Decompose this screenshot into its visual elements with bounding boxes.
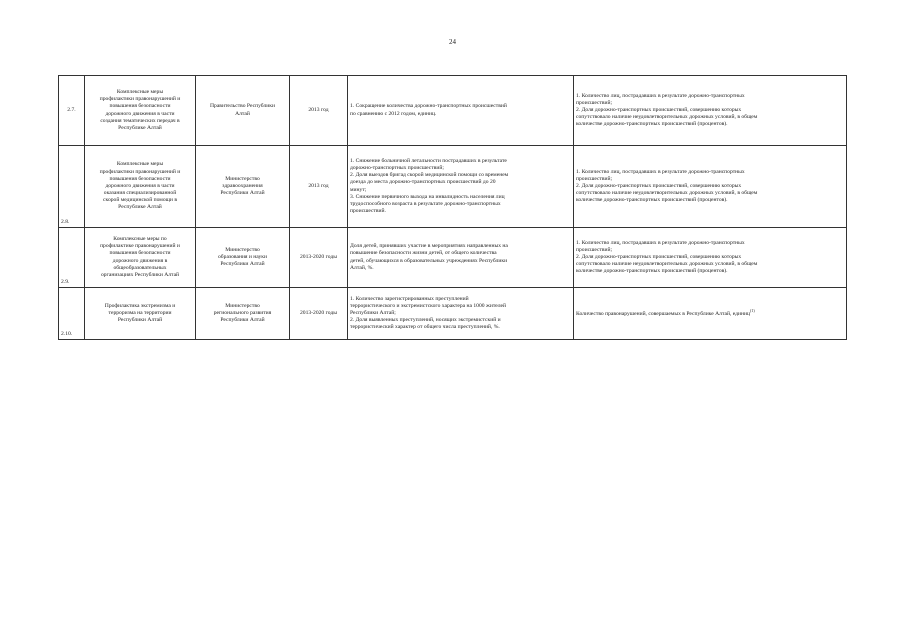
row-number: 2.8. [59, 146, 85, 228]
executor-line: Республики Алтай [220, 190, 265, 197]
indicators [574, 228, 847, 288]
table-row [59, 228, 847, 288]
measure-name [85, 146, 196, 228]
measure-name [85, 76, 196, 146]
executor-line: Министерство [225, 175, 260, 182]
executor [196, 228, 290, 288]
goals-line: детей, обучающихся в образовательных учреждениях Республики [350, 257, 508, 264]
measure-name-line: Комплексные меры [116, 89, 164, 96]
executor-line: здравоохранения [222, 182, 263, 189]
measure-name-line: дорожного движения в [112, 257, 168, 264]
measure-name-line: Республике Алтай [118, 124, 162, 131]
table-row [59, 288, 847, 340]
goals [348, 76, 574, 146]
measure-name-line: Профилактика экстремизма и [104, 302, 176, 309]
measure-name [85, 288, 196, 340]
executor-line: Правительство Республики [209, 103, 275, 110]
indicators-line: количестве дорожно-транспортных происшествий (процентов). [576, 197, 728, 204]
goals [348, 228, 574, 288]
measure-name-line: повышения безопасности [109, 175, 171, 182]
indicators [574, 76, 847, 146]
measure-name-line: скорой медицинской помощи в [103, 197, 177, 204]
goals-line: террористического и экстремистского характера на 1000 жителей [350, 302, 507, 309]
goals-line: Доля детей, принявших участие в мероприятиях направленных на [350, 243, 508, 250]
executor-line: Министерство [225, 246, 260, 253]
measure-name-line: повышения безопасности [109, 250, 171, 257]
measure-name-line: Республики Алтай [117, 317, 163, 324]
executor-line: образования и науки [218, 253, 267, 260]
goals-line: трудоспособного возраста в результате дорожно-транспортных [350, 200, 501, 207]
indicators-line: происшествий; [576, 99, 613, 106]
measure-name-line: терроризма на территории [108, 309, 172, 316]
indicators-line: 2. Доля дорожно-транспортных происшествий, совершению которых [576, 253, 742, 260]
measure-name-line: дорожного движения в части [105, 110, 175, 117]
goals-line: повышение безопасности жизни детей, от общего количества [350, 250, 497, 257]
indicators [574, 288, 847, 340]
executor-line: Министерство [225, 302, 260, 309]
goals [348, 288, 574, 340]
goals-line: по сравнению с 2012 годом, единиц. [350, 110, 437, 117]
indicators-line: сопутствовало наличие неудовлетворительных дорожных условий, в общем [576, 190, 758, 197]
goals [348, 146, 574, 228]
indicators-line: количестве дорожно-транспортных происшествий (процентов). [576, 121, 728, 128]
executor-line: Республики Алтай [220, 261, 265, 268]
row-number: 2.7. [59, 76, 85, 146]
goals-line: минут; [350, 186, 367, 193]
measure-name-line: общеобразовательных [113, 264, 167, 271]
indicators-line: происшествий; [576, 175, 613, 182]
measure-name-line: дорожного движения в части [105, 182, 175, 189]
executor-line: регионального развития [213, 309, 272, 316]
measure-name-line: Комплексные меры по [113, 236, 167, 243]
goals-line: Алтай, %. [350, 264, 374, 271]
goals-line: 1. Количество зарегистрированных преступлений [350, 295, 469, 302]
indicators-line: Количество правонарушений, совершаемых в Республике Алтай, единиц [576, 311, 750, 318]
indicators [574, 146, 847, 228]
measure-name-line: Комплексные меры [116, 161, 164, 168]
goals-line: дорожно-транспортных происшествий; [350, 165, 444, 172]
goals-line: 2. Доля выявленных преступлений, носящих экстремистский и [350, 317, 501, 324]
program-table [58, 75, 847, 340]
goals-line: происшествий. [350, 207, 386, 214]
indicators-line: сопутствовало наличие неудовлетворительных дорожных условий, в общем [576, 114, 758, 121]
indicators-line: 1. Количество лиц, пострадавших в результате дорожно-транспортных [576, 92, 745, 99]
indicators-line: 1. Количество лиц, пострадавших в результате дорожно-транспортных [576, 168, 745, 175]
table-row [59, 76, 847, 146]
goals-line: террористический характер от общего числа преступлений, %. [350, 324, 500, 331]
measure-name-line: организациях Республики Алтай [100, 271, 180, 278]
indicators-line: происшествий; [576, 246, 613, 253]
goals-line: Республики Алтай; [350, 309, 396, 316]
executor [196, 146, 290, 228]
footnote-mark: (1) [750, 308, 755, 314]
period: 2013-2020 годы [290, 228, 348, 288]
period: 2013 год [290, 76, 348, 146]
measure-name-line: Республике Алтай [118, 204, 162, 211]
goals-line: доезда до места дорожно-транспортных происшествий до 20 [350, 179, 496, 186]
row-number: 2.9. [59, 228, 85, 288]
goals-line: 1. Снижение больничной летальности пострадавших в результате [350, 157, 507, 164]
goals-line: 3. Снижение первичного выхода на инвалидность населения лиц [350, 193, 505, 200]
measure-name-line: создания тематических передач в [100, 117, 180, 124]
measure-name [85, 228, 196, 288]
goals-line: 1. Сокращение количества дорожно-транспортных происшествий [350, 103, 507, 110]
table-row [59, 146, 847, 228]
period: 2013-2020 годы [290, 288, 348, 340]
indicators-line: сопутствовало наличие неудовлетворительных дорожных условий, в общем [576, 261, 758, 268]
indicators-line: 2. Доля дорожно-транспортных происшествий, совершению которых [576, 182, 742, 189]
executor [196, 76, 290, 146]
row-number: 2.10. [59, 288, 85, 340]
indicators-line: 2. Доля дорожно-транспортных происшествий, совершению которых [576, 106, 742, 113]
measure-name-line: повышения безопасности [109, 103, 171, 110]
goals-line: 2. Доля выездов бригад скорой медицинской помощи со временем [350, 172, 509, 179]
measure-name-line: оказания специализированной [103, 190, 177, 197]
executor [196, 288, 290, 340]
indicators-line: количестве дорожно-транспортных происшествий (процентов). [576, 268, 728, 275]
page-number: 24 [449, 38, 456, 46]
measure-name-line: профилактики правонарушений и [99, 168, 181, 175]
period: 2013 год [290, 146, 348, 228]
indicators-line: 1. Количество лиц, пострадавших в результате дорожно-транспортных [576, 239, 745, 246]
measure-name-line: профилактике правонарушений и [100, 243, 180, 250]
executor-line: Республики Алтай [220, 317, 265, 324]
executor-line: Алтай [235, 110, 250, 117]
measure-name-line: профилактики правонарушений и [99, 96, 181, 103]
